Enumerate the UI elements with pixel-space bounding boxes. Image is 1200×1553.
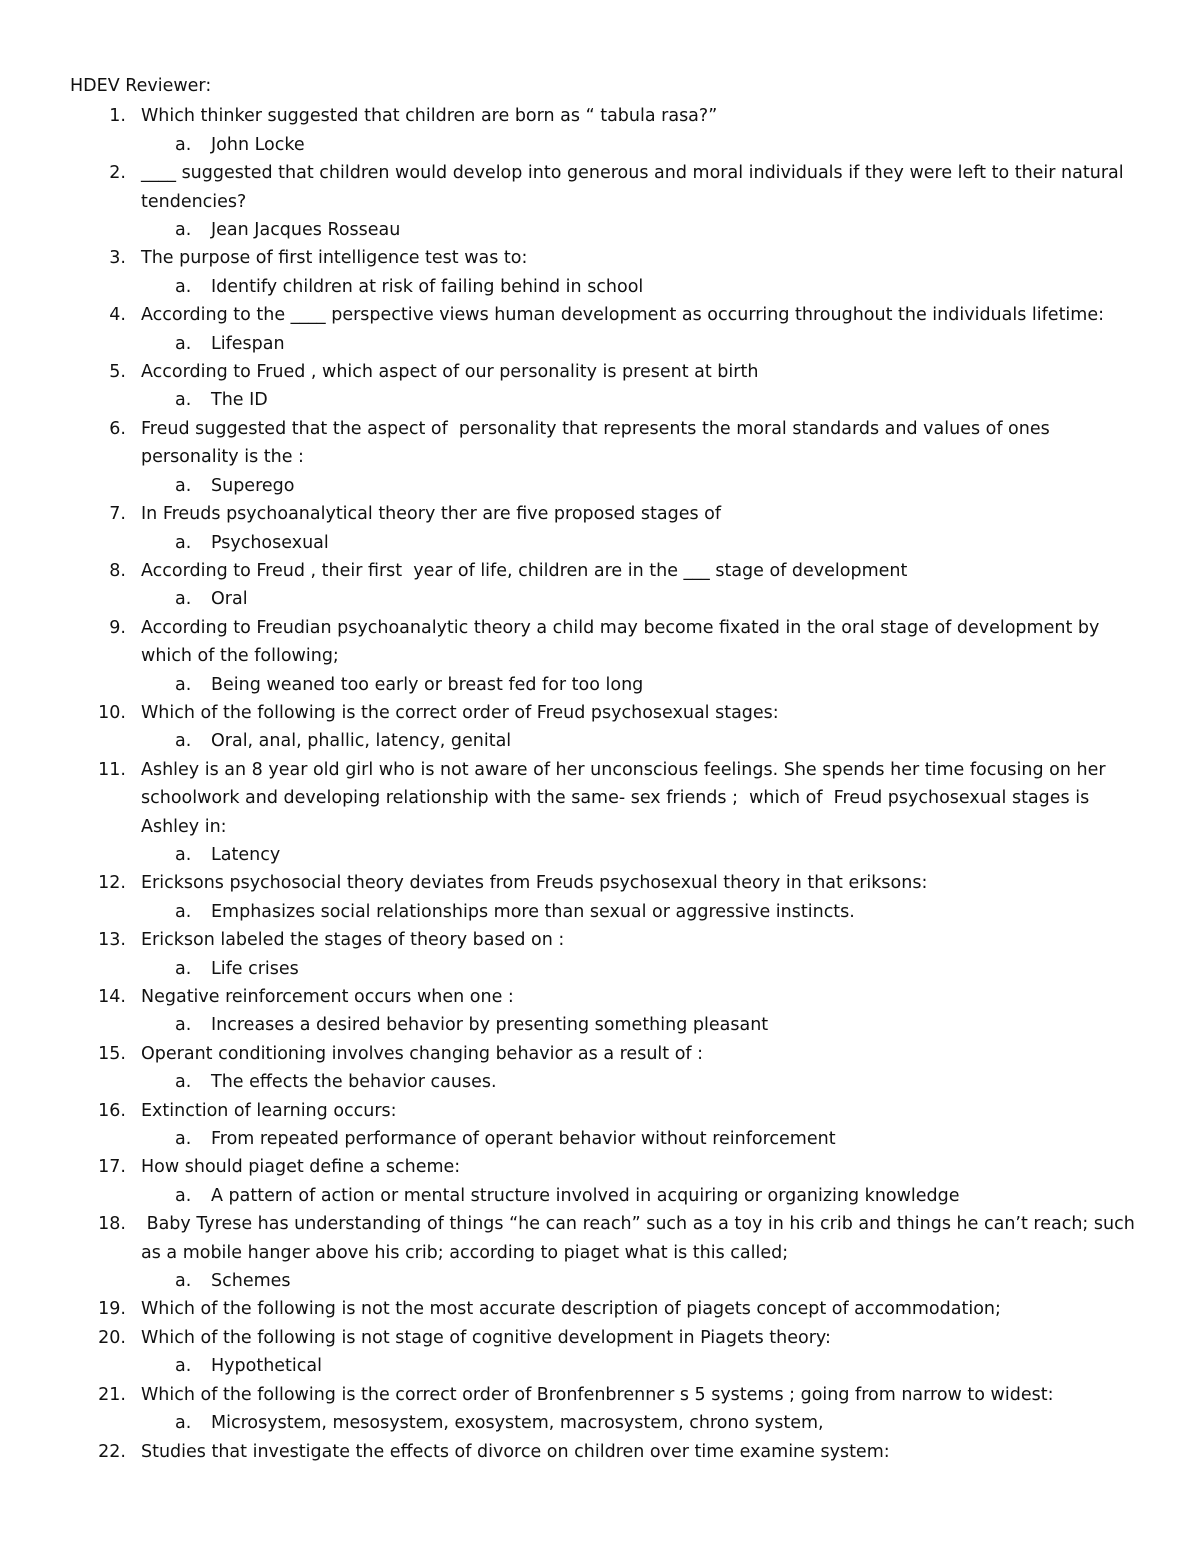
answer-item xyxy=(141,585,1140,613)
answer-letter: a. xyxy=(175,333,192,354)
question-item xyxy=(70,926,1140,983)
answer-letter: a. xyxy=(175,532,192,553)
question-number: 15. xyxy=(98,1043,126,1064)
question-text: How should piaget define a scheme: xyxy=(141,1157,461,1178)
answer-item xyxy=(141,1125,1140,1153)
question-number: 21. xyxy=(98,1384,126,1405)
answer-item xyxy=(141,955,1140,983)
question-item xyxy=(70,1324,1140,1381)
answer-item xyxy=(141,386,1140,414)
answer-letter: a. xyxy=(175,1015,192,1036)
question-item xyxy=(70,244,1140,301)
answer-text: A pattern of action or mental structure involved in acquiring or organizing knowledge xyxy=(211,1185,960,1206)
answer-text: Lifespan xyxy=(211,333,285,354)
answer-text: Psychosexual xyxy=(211,532,329,553)
question-text: According to the ____ perspective views human development as occurring throughout the individuals lifetime: xyxy=(141,305,1105,326)
question-number: 14. xyxy=(98,987,126,1007)
question-text: Which of the following is the correct order of Freud psychosexual stages: xyxy=(141,702,779,723)
document-page xyxy=(70,72,1140,1466)
question-item xyxy=(70,415,1140,500)
question-text: Which of the following is not the most accurate description of piagets concept of accommodation; xyxy=(141,1299,1001,1320)
question-text: According to Frued , which aspect of our personality is present at birth xyxy=(141,362,759,383)
question-text: Negative reinforcement occurs when one : xyxy=(141,987,514,1007)
question-list xyxy=(70,102,1140,1466)
question-item xyxy=(70,1097,1140,1154)
answer-letter: a. xyxy=(175,220,192,241)
answer-letter: a. xyxy=(175,1072,192,1093)
question-text: Which of the following is not stage of cognitive development in Piagets theory: xyxy=(141,1327,831,1348)
question-number: 10. xyxy=(98,702,126,723)
question-text: Operant conditioning involves changing behavior as a result of : xyxy=(141,1043,704,1064)
answer-item xyxy=(141,472,1140,500)
question-number: 11. xyxy=(98,759,126,780)
answer-letter: a. xyxy=(175,276,192,297)
question-number: 22. xyxy=(98,1441,126,1462)
question-item xyxy=(70,699,1140,756)
question-number: 1. xyxy=(109,106,126,127)
question-text: Ericksons psychosocial theory deviates from Freuds psychosexual theory in that eriksons: xyxy=(141,873,928,894)
question-text: According to Freud , their first year of life, children are in the ___ stage of development xyxy=(141,560,908,581)
answer-item xyxy=(141,1182,1140,1210)
question-number: 20. xyxy=(98,1327,126,1348)
question-number: 5. xyxy=(109,362,126,383)
answer-text: Hypothetical xyxy=(211,1356,322,1377)
answer-text: Identify children at risk of failing behind in school xyxy=(211,276,644,297)
answer-text: Life crises xyxy=(211,958,299,979)
answer-letter: a. xyxy=(175,844,192,865)
answer-letter: a. xyxy=(175,731,192,752)
question-item xyxy=(70,1040,1140,1097)
answer-item xyxy=(141,330,1140,358)
answer-text: Superego xyxy=(211,475,295,496)
question-number: 8. xyxy=(109,560,126,581)
question-item xyxy=(70,1210,1140,1295)
question-number: 16. xyxy=(98,1100,126,1121)
answer-letter: a. xyxy=(175,901,192,922)
answer-letter: a. xyxy=(175,390,192,411)
question-text: In Freuds psychoanalytical theory ther are five proposed stages of xyxy=(141,504,722,525)
question-number: 4. xyxy=(109,305,126,326)
question-text: Extinction of learning occurs: xyxy=(141,1100,397,1121)
answer-letter: a. xyxy=(175,958,192,979)
question-item xyxy=(70,756,1140,870)
question-number: 19. xyxy=(98,1299,126,1320)
answer-text: The effects the behavior causes. xyxy=(211,1072,497,1093)
answer-item xyxy=(141,216,1140,244)
answer-item xyxy=(141,1409,1140,1437)
answer-text: John Locke xyxy=(211,134,305,155)
question-text: Erickson labeled the stages of theory based on : xyxy=(141,930,565,951)
question-item xyxy=(70,500,1140,557)
question-text: According to Freudian psychoanalytic theory a child may become fixated in the oral stage of development by which of the following; xyxy=(141,617,1105,667)
question-number: 2. xyxy=(109,163,126,184)
question-text: The purpose of first intelligence test was to: xyxy=(141,248,528,269)
question-item xyxy=(70,1381,1140,1438)
question-number: 13. xyxy=(98,930,126,951)
question-item xyxy=(70,614,1140,699)
answer-letter: a. xyxy=(175,1185,192,1206)
answer-text: The ID xyxy=(211,390,268,411)
answer-item xyxy=(141,727,1140,755)
answer-item xyxy=(141,841,1140,869)
question-number: 9. xyxy=(109,617,126,638)
question-number: 12. xyxy=(98,873,126,894)
answer-item xyxy=(141,131,1140,159)
answer-letter: a. xyxy=(175,1271,192,1292)
answer-letter: a. xyxy=(175,1129,192,1150)
question-text: Baby Tyrese has understanding of things “he can reach” such as a toy in his crib and things he can’t reach; such as a mobile hanger above his crib; according to piaget what is this called; xyxy=(141,1214,1141,1263)
answer-item xyxy=(141,1068,1140,1096)
answer-text: From repeated performance of operant behavior without reinforcement xyxy=(211,1129,836,1150)
question-item xyxy=(70,1438,1140,1466)
answer-text: Latency xyxy=(211,844,281,865)
question-text: Which of the following is the correct order of Bronfenbrenner s 5 systems ; going from narrow to widest: xyxy=(141,1384,1054,1405)
question-text: ____ suggested that children would develop into generous and moral individuals if they were left to their natural tendencies? xyxy=(141,163,1130,212)
answer-text: Being weaned too early or breast fed for too long xyxy=(211,674,644,695)
answer-item xyxy=(141,1267,1140,1295)
question-number: 7. xyxy=(109,504,126,525)
answer-letter: a. xyxy=(175,1413,192,1434)
answer-text: Oral, anal, phallic, latency, genital xyxy=(211,731,512,752)
question-item xyxy=(70,869,1140,926)
question-item xyxy=(70,983,1140,1040)
answer-text: Jean Jacques Rosseau xyxy=(211,220,401,241)
question-text: Freud suggested that the aspect of personality that represents the moral standards and values of ones personality is the : xyxy=(141,418,1056,468)
answer-text: Increases a desired behavior by presenting something pleasant xyxy=(211,1015,769,1036)
answer-text: Oral xyxy=(211,589,248,610)
question-item xyxy=(70,102,1140,159)
answer-item xyxy=(141,273,1140,301)
answer-item xyxy=(141,1352,1140,1380)
answer-letter: a. xyxy=(175,475,192,496)
answer-letter: a. xyxy=(175,674,192,695)
answer-text: Microsystem, mesosystem, exosystem, macrosystem, chrono system, xyxy=(211,1413,824,1434)
answer-item xyxy=(141,1011,1140,1039)
answer-text: Emphasizes social relationships more than sexual or aggressive instincts. xyxy=(211,901,855,922)
answer-item xyxy=(141,671,1140,699)
question-number: 3. xyxy=(109,248,126,269)
question-item xyxy=(70,358,1140,415)
question-item xyxy=(70,1295,1140,1323)
document-title: HDEV Reviewer: xyxy=(70,76,212,96)
question-text: Which thinker suggested that children are born as “ tabula rasa?” xyxy=(141,106,718,127)
question-text: Studies that investigate the effects of divorce on children over time examine system: xyxy=(141,1441,890,1462)
answer-item xyxy=(141,898,1140,926)
question-item xyxy=(70,1153,1140,1210)
question-text: Ashley is an 8 year old girl who is not aware of her unconscious feelings. She spends her time focusing on her schoolwork and developing relationship with the same- sex friends ; which of Freud psychosexual stages is Ashley in: xyxy=(141,759,1112,837)
question-item xyxy=(70,301,1140,358)
question-number: 18. xyxy=(98,1214,126,1235)
answer-letter: a. xyxy=(175,589,192,610)
question-item xyxy=(70,557,1140,614)
question-number: 6. xyxy=(109,418,126,439)
answer-text: Schemes xyxy=(211,1271,291,1292)
question-item xyxy=(70,159,1140,244)
question-number: 17. xyxy=(98,1157,126,1178)
answer-item xyxy=(141,529,1140,557)
answer-letter: a. xyxy=(175,1356,192,1377)
answer-letter: a. xyxy=(175,134,192,155)
